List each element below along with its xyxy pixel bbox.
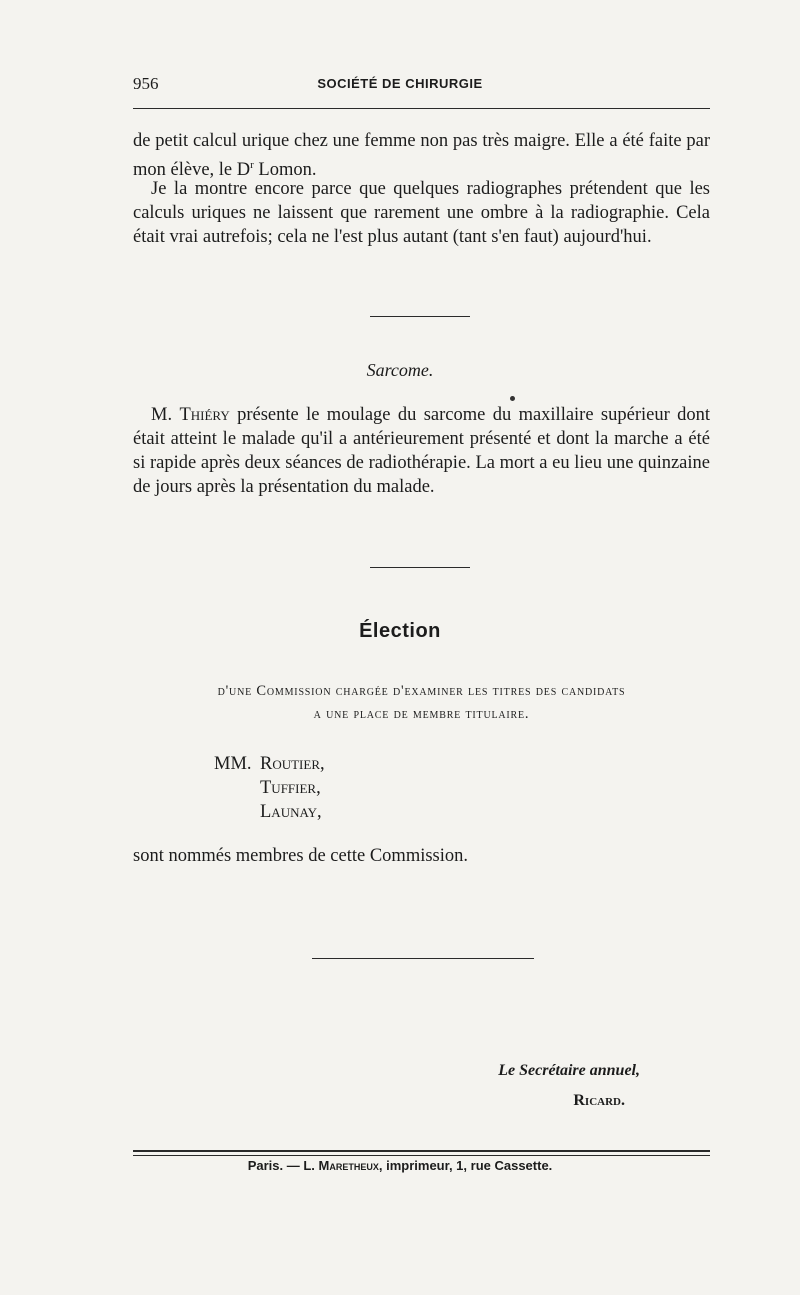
- members-prefix: MM.: [214, 754, 252, 774]
- section-heading-sarcome: Sarcome.: [366, 360, 434, 380]
- running-title: SOCIÉTÉ DE CHIRURGIE: [317, 76, 483, 91]
- footer-text-pre: Paris. — L.: [247, 1158, 319, 1173]
- closing-sentence: sont nommés membres de cette Commission.: [133, 846, 469, 866]
- author-prefix: M.: [151, 405, 180, 425]
- section-separator-2: [370, 567, 470, 568]
- intro-paragraph-1: [133, 129, 710, 182]
- signature-role: Le Secrétaire annuel,: [498, 1062, 640, 1079]
- sarcome-paragraph: [133, 403, 710, 499]
- member-name: Tuffier,: [260, 778, 321, 798]
- intro-text-1-end: Lomon.: [253, 160, 317, 181]
- sarcome-text: présente le moulage du sarcome du maxillaire supérieur dont était atteint le malade qu'il a antérieurement présenté et dont la marche a été si rapide après deux séances de radiothérapie. La mort a eu lieu une quinzaine de jours après la présentation du malade.: [133, 405, 710, 497]
- members-list: [214, 752, 325, 824]
- printer-footer: [0, 1158, 800, 1173]
- footer-text-post: , imprimeur, 1, rue Cassette.: [378, 1158, 553, 1173]
- printer-name: Maretheux: [318, 1158, 379, 1173]
- member-name: Routier,: [260, 754, 325, 774]
- intro-superscript: r: [250, 159, 254, 171]
- election-subtitle-line-1: d'une Commission chargée d'examiner les titres des candidats: [217, 683, 626, 699]
- footer-rule-thick: [133, 1150, 710, 1152]
- header-rule: [133, 108, 710, 109]
- signature-name: Ricard.: [573, 1092, 625, 1109]
- footer-rule-thin: [133, 1155, 710, 1156]
- section-separator: [370, 316, 470, 317]
- author-name: Thiéry: [179, 405, 230, 425]
- page-number: 956: [133, 74, 159, 93]
- intro-paragraph-2: Je la montre encore parce que quelques radiographes prétendent que les calculs uriques ne laissent que rarement une ombre à la radiographie. Cela était vrai autrefois; cela ne l'est plus autant (tant s'en faut) aujourd'hui.: [133, 179, 710, 247]
- member-name: Launay,: [260, 802, 322, 822]
- section-heading-election: Élection: [359, 620, 441, 642]
- election-subtitle: [133, 680, 710, 726]
- ink-dot: [510, 396, 515, 401]
- end-separator: [312, 958, 534, 959]
- intro-text-1: de petit calcul urique chez une femme non pas très maigre. Elle a été faite par mon élève, le D: [133, 131, 710, 181]
- election-subtitle-line-2: a une place de membre titulaire.: [313, 706, 530, 722]
